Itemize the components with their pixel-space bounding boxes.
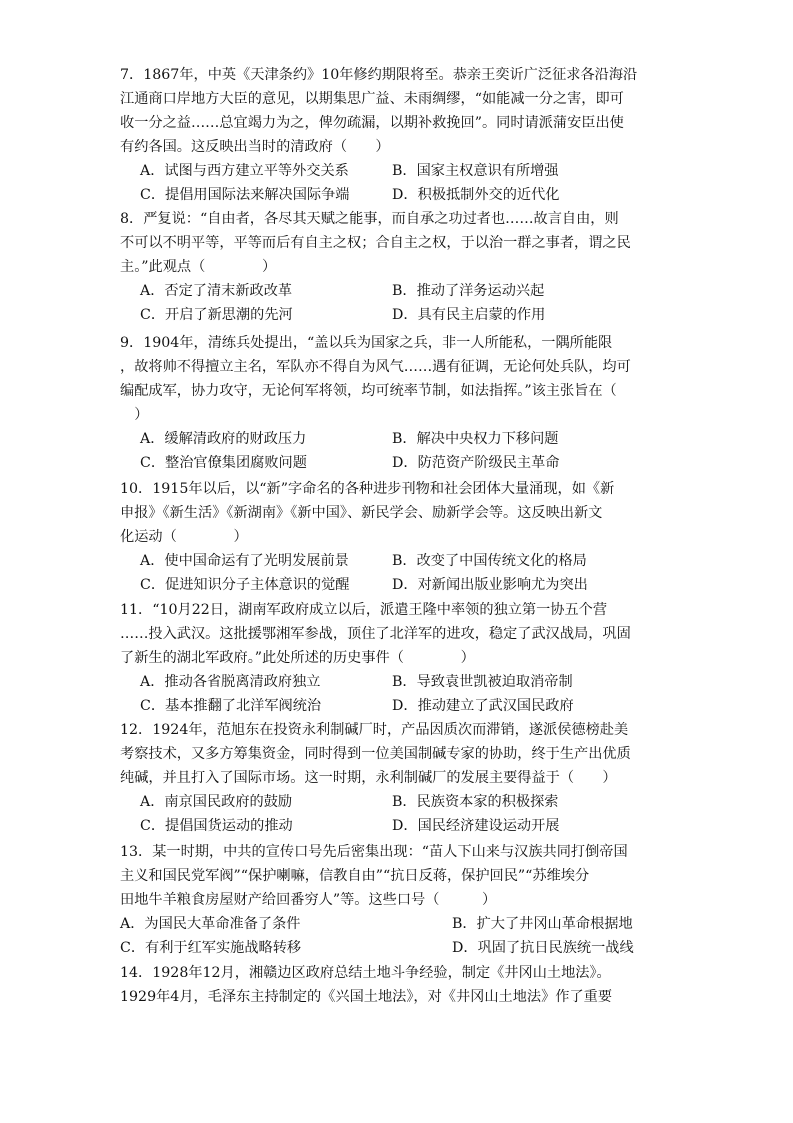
question-stem [120,477,680,549]
stem-line: 1929年4月，毛泽东主持制定的《兴国土地法》，对《井冈山土地法》作了重要 [120,989,613,1005]
stem-line: 9．1904年，清练兵处提出，“盖以兵为国家之兵，非一人所能私，一隅所能限 [120,335,613,351]
option-a: A．推动各省脱离清政府独立 [140,674,321,690]
stem-line: 主义和国民党军阀”“保护喇嘛，信教自由”“抗日反蒋，保护回民”“苏维埃分 [120,868,590,884]
stem-line: 了新生的湖北军政府。”此处所述的历史事件（ ） [120,650,475,666]
stem-line: 10．1915年以后，以“新”字命名的各种进步刊物和社会团体大量涌现，如《新 [120,481,615,497]
question-8 [120,207,680,327]
option-c: C．提倡用国际法来解决国际争端 [140,187,350,203]
stem-line: 江通商口岸地方大臣的意见，以期集思广益、未雨绸缪，“如能减一分之害，即可 [120,91,624,107]
question-12 [120,718,680,838]
option-c: C．开启了新思潮的先河 [140,307,293,323]
stem-line: 8．严复说：“自由者，各尽其天赋之能事，而自承之功过者也……故言自由，则 [120,211,619,227]
question-14 [120,961,680,1009]
question-stem [120,63,680,159]
stem-line: 田地牛羊粮食房屋财产给回番穷人”等。这些口号（ ） [120,892,497,908]
option-a: A．试图与西方建立平等外交关系 [140,163,349,179]
stem-line: ……投入武汉。这批援鄂湘军参战，顶住了北洋军的进攻，稳定了武汉战局，巩固 [120,626,631,642]
stem-line: 化运动（ ） [120,529,248,545]
options [120,912,680,960]
stem-line: 不可以不明平等，平等而后有自主之权；合自主之权，于以治一群之事者，谓之民 [120,235,631,251]
stem-line: 7．1867年，中英《天津条约》10年修约期限将至。恭亲王奕䜣广泛征求各沿海沿 [120,67,638,83]
option-c: C．促进知识分子主体意识的觉醒 [140,577,350,593]
option-a: A．缓解清政府的财政压力 [140,431,307,447]
option-d: D．积极抵制外交的近代化 [392,187,560,203]
question-11 [120,598,680,718]
stem-line: 考察技术，又多方筹集资金，同时得到一位美国制碱专家的协助，终于生产出优质 [120,746,631,762]
question-stem [120,331,680,427]
question-stem [120,718,680,790]
option-a: A．使中国命运有了光明发展前景 [140,553,349,569]
stem-line: 14．1928年12月，湘赣边区政府总结土地斗争经验，制定《井冈山土地法》。 [120,965,611,981]
stem-line: 申报》《新生活》《新湖南》《新中国》、新民学会、励新学会等。这反映出新文 [120,505,603,521]
question-stem [120,207,680,279]
stem-line: ，故将帅不得擅立主名，军队亦不得自为风气……遇有征调，无论何处兵队，均可 [120,359,631,375]
option-d: D．推动建立了武汉国民政府 [392,698,574,714]
stem-line: 收一分之益……总宜竭力为之，俾勿疏漏，以期补救挽回”。同时请派蒲安臣出使 [120,115,624,131]
option-c: C．整治官僚集团腐败问题 [140,455,307,471]
question-10 [120,477,680,597]
option-b: B．推动了洋务运动兴起 [392,283,545,299]
option-d: D．具有民主启蒙的作用 [392,307,546,323]
stem-line: ） [120,407,149,423]
question-stem [120,598,680,670]
stem-line: 12．1924年，范旭东在投资永利制碱厂时，产品因质次而滞销，遂派侯德榜赴美 [120,722,629,738]
option-a: A．南京国民政府的鼓励 [140,794,293,810]
stem-line: 编配成军，协力攻守，无论何军将领，均可统率节制，如法指挥。”该主张旨在（ [120,383,617,399]
option-d: D．巩固了抗日民族统一战线 [452,940,634,956]
option-b: B．改变了中国传统文化的格局 [392,553,587,569]
stem-line: 有约各国。这反映出当时的清政府（ ） [120,139,390,155]
question-stem [120,840,680,912]
options [120,549,680,597]
options [120,279,680,327]
stem-line: 纯碱，并且打入了国际市场。这一时期，永利制碱厂的发展主要得益于（ ） [120,770,617,786]
question-7 [120,63,680,207]
options [120,670,680,718]
option-b: B．解决中央权力下移问题 [392,431,559,447]
option-b: B．扩大了井冈山革命根据地 [452,916,633,932]
option-c: C．基本推翻了北洋军阀统治 [140,698,322,714]
stem-line: 11．“10月22日，湖南军政府成立以后，派遣王隆中率领的独立第一协五个营 [120,602,608,618]
question-9 [120,331,680,475]
option-b: B．国家主权意识有所增强 [392,163,559,179]
question-13 [120,840,680,960]
stem-line: 13．某一时期，中共的宣传口号先后密集出现：“苗人下山来与汉族共同打倒帝国 [120,844,628,860]
option-b: B．导致袁世凯被迫取消帝制 [392,674,573,690]
option-a: A．为国民大革命准备了条件 [120,916,301,932]
option-d: D．对新闻出版业影响尤为突出 [392,577,588,593]
question-stem [120,961,680,1009]
option-b: B．民族资本家的积极探索 [392,794,559,810]
option-a: A．否定了清末新政改革 [140,283,293,299]
options [120,159,680,207]
options [120,427,680,475]
option-d: D．国民经济建设运动开展 [392,818,560,834]
options [120,790,680,838]
stem-line: 主。”此观点（ ） [120,259,277,275]
option-c: C．提倡国货运动的推动 [140,818,293,834]
option-d: D．防范资产阶级民主革命 [392,455,560,471]
option-c: C．有利于红军实施战略转移 [120,940,302,956]
